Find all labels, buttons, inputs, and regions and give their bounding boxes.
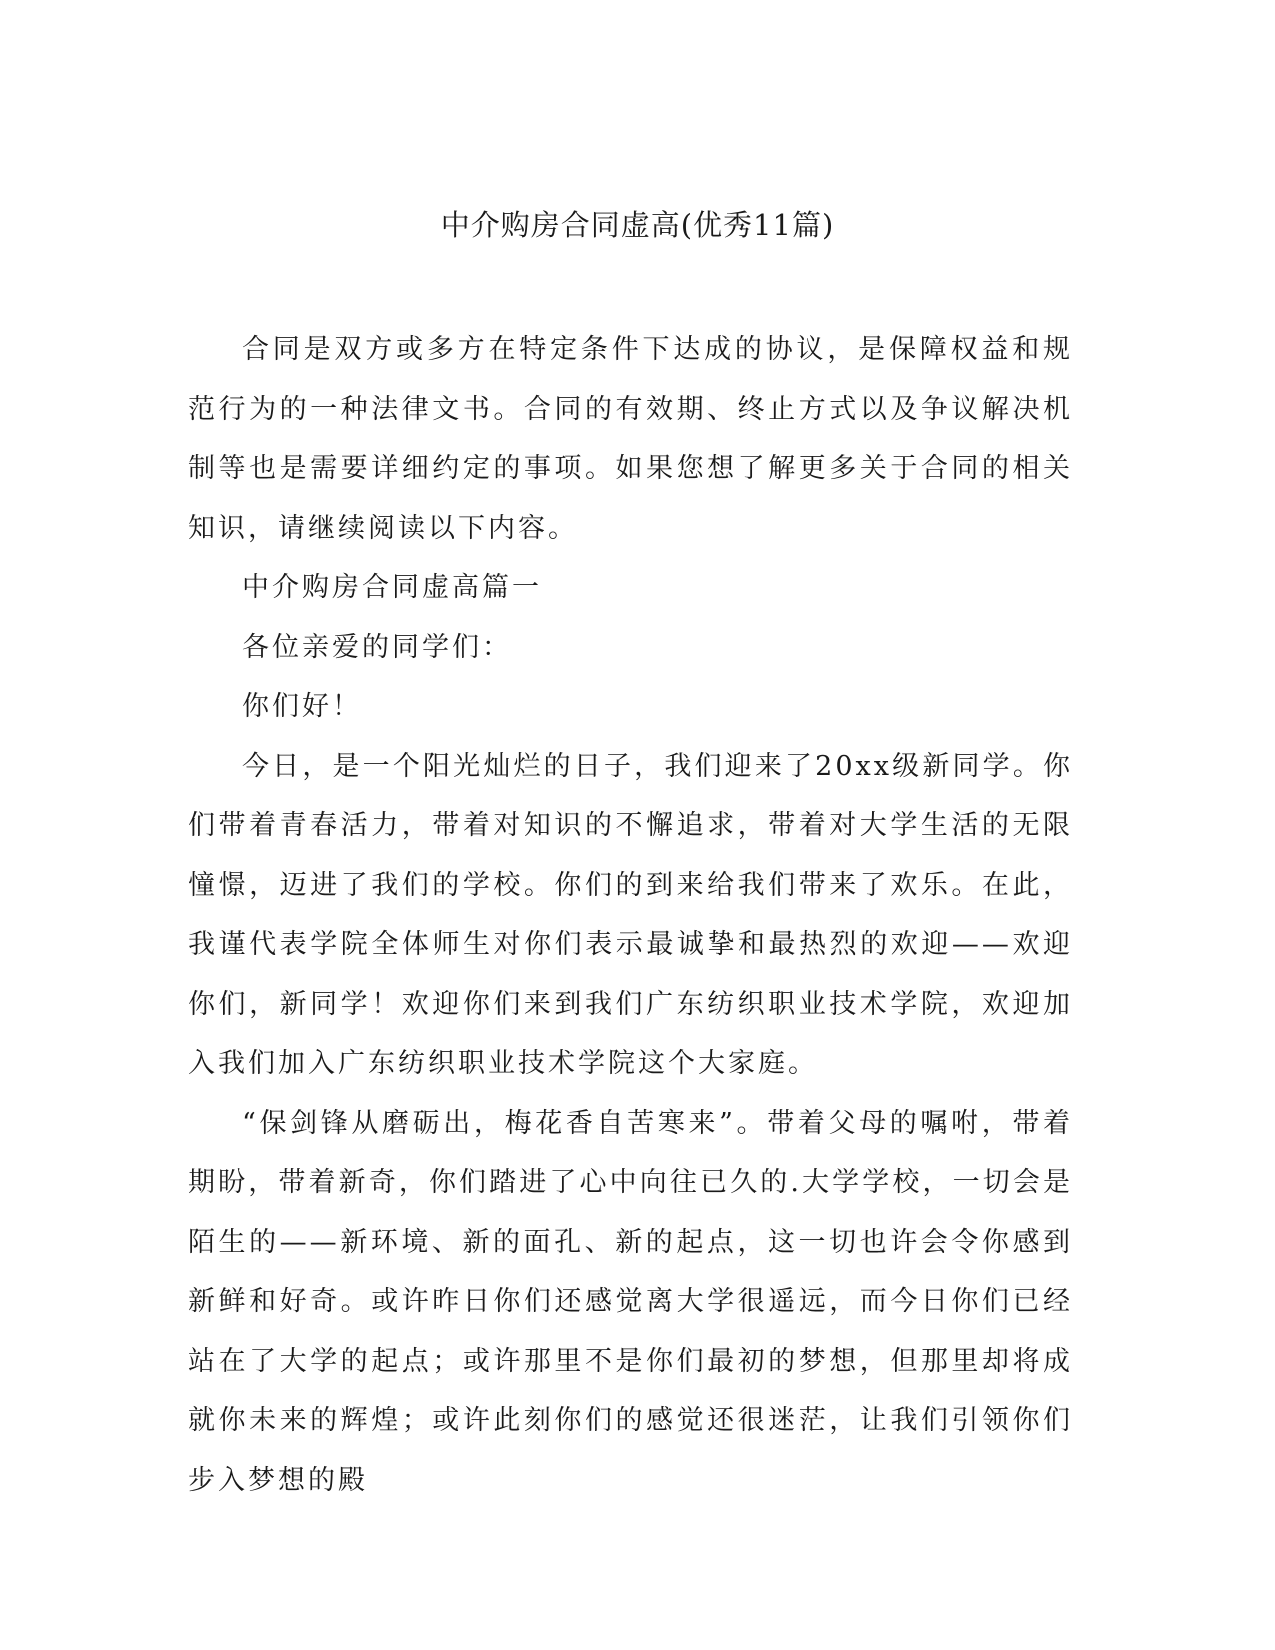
document-title: 中介购房合同虚高(优秀11篇) — [440, 208, 835, 242]
intro-paragraph: 合同是双方或多方在特定条件下达成的协议，是保障权益和规范行为的一种法律文书。合同的有效期、终止方式以及争议解决机制等也是需要详细约定的事项。如果您想了解更多关于合同的相关知识，请继续阅读以下内容。 — [188, 334, 1073, 544]
greeting: 你们好！ — [242, 691, 362, 722]
salutation: 各位亲爱的同学们： — [242, 631, 512, 663]
welcome-paragraph: 今日，是一个阳光灿烂的日子，我们迎来了20xx级新同学。你们带着青春活力，带着对知识的不懈追求，带着对大学生活的无限憧憬，迈进了我们的学校。你们的到来给我们带来了欢乐。在此，我谨代表学院全体师生对你们表示最诚挚和最热烈的欢迎——欢迎你们，新同学！欢迎你们来到我们广东纺织职业技术学院，欢迎加入我们加入广东纺织职业技术学院这个大家庭。 — [188, 750, 1073, 1079]
quote-paragraph: “保剑锋从磨砺出，梅花香自苦寒来”。带着父母的嘱咐，带着期盼，带着新奇，你们踏进了心中向往已久的.大学学校，一切会是陌生的——新环境、新的面孔、新的起点，这一切也许会令你感到新鲜和好奇。或许昨日你们还感觉离大学很遥远，而今日你们已经站在了大学的起点；或许那里不是你们最初的梦想，但那里却将成就你未来的辉煌；或许此刻你们的感觉还很迷茫，让我们引领你们步入梦想的殿 — [188, 1107, 1073, 1496]
section-heading: 中介购房合同虚高篇一 — [242, 572, 542, 603]
document-body — [188, 320, 1073, 1510]
